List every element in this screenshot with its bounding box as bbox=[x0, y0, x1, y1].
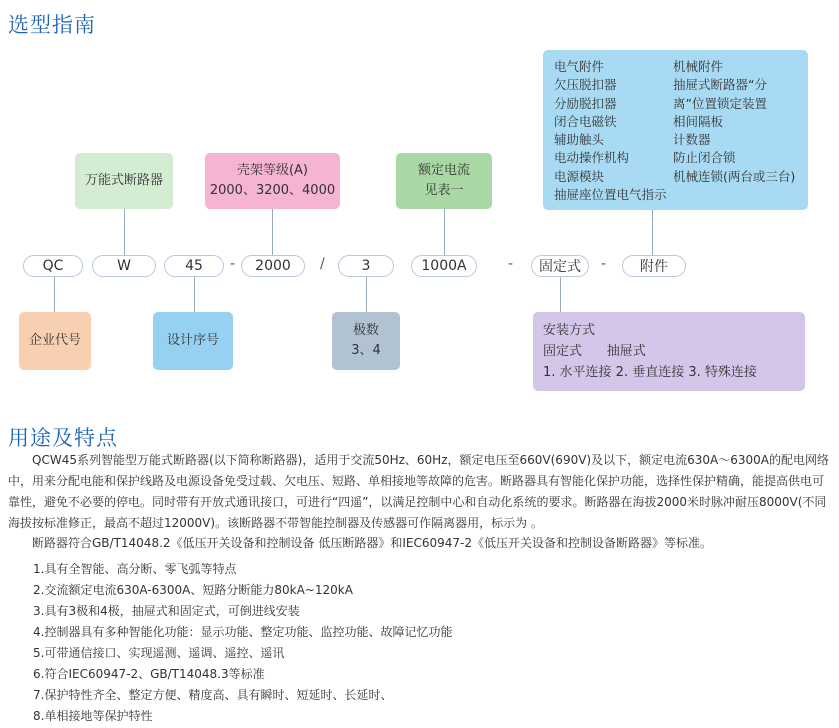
code-poles: 3 bbox=[338, 255, 394, 277]
code-accessory: 附件 bbox=[622, 255, 686, 277]
type-name-box bbox=[75, 153, 173, 209]
code-mount: 固定式 bbox=[531, 255, 589, 277]
feature-item: 4.控制器具有多种智能化功能：显示功能、整定功能、监控功能、故障记忆功能 bbox=[33, 625, 453, 639]
accessories-right-column bbox=[673, 58, 795, 186]
code-company: QC bbox=[23, 255, 83, 277]
code-design: 45 bbox=[164, 255, 224, 277]
poles-box bbox=[332, 312, 400, 370]
rated-current-box bbox=[396, 153, 492, 209]
frame-grade-title: 壳架等级(A) bbox=[236, 163, 309, 178]
connector-line bbox=[272, 209, 273, 255]
company-code-box bbox=[19, 312, 91, 370]
connector-line bbox=[444, 209, 445, 255]
feature-item: 7.保护特性齐全、整定方便、精度高、具有瞬时、短延时、长延时、 bbox=[33, 688, 393, 702]
feature-item: 2.交流额定电流630A-6300A、短路分断能力80kA~120kA bbox=[33, 583, 353, 597]
type-name-label: 万能式断路器 bbox=[84, 173, 163, 188]
section-title-usage-features: 用途及特点 bbox=[8, 426, 118, 450]
accessory-item: 机械附件 bbox=[673, 59, 724, 74]
accessory-item: 分励脱扣器 bbox=[554, 95, 617, 111]
install-connections: 1. 水平连接 2. 垂直连接 3. 特殊连接 bbox=[543, 365, 757, 380]
design-no-label: 设计序号 bbox=[166, 333, 219, 348]
design-no-box bbox=[153, 312, 233, 370]
standards-paragraph: 断路器符合GB/T14048.2《低压开关设备和控制设备 低压断路器》和IEC60947-2《低压开关设备和控制设备断路器》等标准。 bbox=[32, 536, 712, 550]
accessory-item: 计数器 bbox=[673, 132, 711, 148]
frame-grade-box bbox=[205, 153, 340, 209]
code-separator: - bbox=[230, 256, 236, 272]
feature-item: 5.可带通信接口、实现遥测、遥调、遥控、遥讯 bbox=[33, 646, 285, 660]
connector-line bbox=[54, 277, 55, 312]
install-method-box bbox=[533, 312, 805, 391]
frame-grade-values: 2000、3200、4000 bbox=[209, 183, 336, 198]
code-frame: 2000 bbox=[241, 255, 305, 277]
connector-line bbox=[124, 209, 125, 255]
rated-current-ref: 见表一 bbox=[424, 183, 464, 198]
section-title-selection-guide: 选型指南 bbox=[8, 13, 96, 37]
code-separator: - bbox=[508, 256, 514, 272]
accessory-item: 电源模块 bbox=[554, 168, 605, 184]
poles-title: 极数 bbox=[352, 323, 379, 338]
accessory-item: 电气附件 bbox=[554, 59, 605, 74]
accessory-item: 抽屉座位置电气指示 bbox=[554, 187, 667, 203]
accessory-item: 欠压脱扣器 bbox=[554, 77, 617, 93]
accessory-item: 抽屉式断路器“分 bbox=[673, 77, 767, 93]
feature-item: 8.单相接地等保护特性 bbox=[33, 709, 153, 723]
connector-line bbox=[366, 277, 367, 312]
accessory-item: 机械连锁(两台或三台) bbox=[673, 168, 796, 184]
accessory-item: 闭合电磁铁 bbox=[554, 113, 617, 129]
poles-values: 3、4 bbox=[351, 343, 381, 358]
feature-item: 6.符合IEC60947-2、GB/T14048.3等标准 bbox=[33, 667, 265, 681]
install-title: 安装方式 bbox=[543, 323, 596, 338]
code-separator: - bbox=[601, 256, 607, 272]
feature-item: 3.具有3极和4极，抽屉式和固定式，可倒进线安装 bbox=[33, 604, 300, 618]
company-code-label: 企业代号 bbox=[28, 333, 81, 348]
connector-line bbox=[560, 277, 561, 312]
feature-item: 1.具有全智能、高分断、零飞弧等特点 bbox=[33, 562, 237, 576]
rated-current-title: 额定电流 bbox=[417, 163, 470, 178]
connector-line bbox=[652, 210, 653, 255]
accessories-box bbox=[543, 50, 808, 210]
code-separator: / bbox=[320, 256, 325, 272]
accessory-item: 离”位置锁定装置 bbox=[673, 95, 767, 111]
accessory-item: 电动操作机构 bbox=[554, 150, 630, 166]
connector-line bbox=[194, 277, 195, 312]
code-type: W bbox=[92, 255, 156, 277]
accessory-item: 辅助触头 bbox=[554, 132, 605, 148]
accessories-left-column bbox=[554, 58, 667, 204]
description-paragraph: QCW45系列智能型万能式断路器(以下简称断路器)，适用于交流50Hz、60Hz，额定电压至660V(690V)及以下，额定电流630A～6300A的配电网络中，用来分配电能和保护线路及电源设备免受过载、欠电压、短路、单相接地等故障的危害。断路器具有智能化保护功能，选择性保护精确，能提高供电可靠性，避免不必要的停电。同时带有开放式通讯接口，可进行“四遥”，以满足控制中心和自动化系统的要求。断路器在海拔2000米时脉冲耐压8000V(不同海拔按标准修正，最高不超过12000V)。该断路器不带智能控制器及传感器可作隔离器用，标示为 。 bbox=[8, 453, 829, 530]
install-types: 固定式 抽屉式 bbox=[543, 344, 646, 359]
accessory-item: 相间隔板 bbox=[673, 113, 724, 129]
code-current: 1000A bbox=[411, 255, 477, 277]
accessory-item: 防止闭合锁 bbox=[673, 150, 736, 166]
